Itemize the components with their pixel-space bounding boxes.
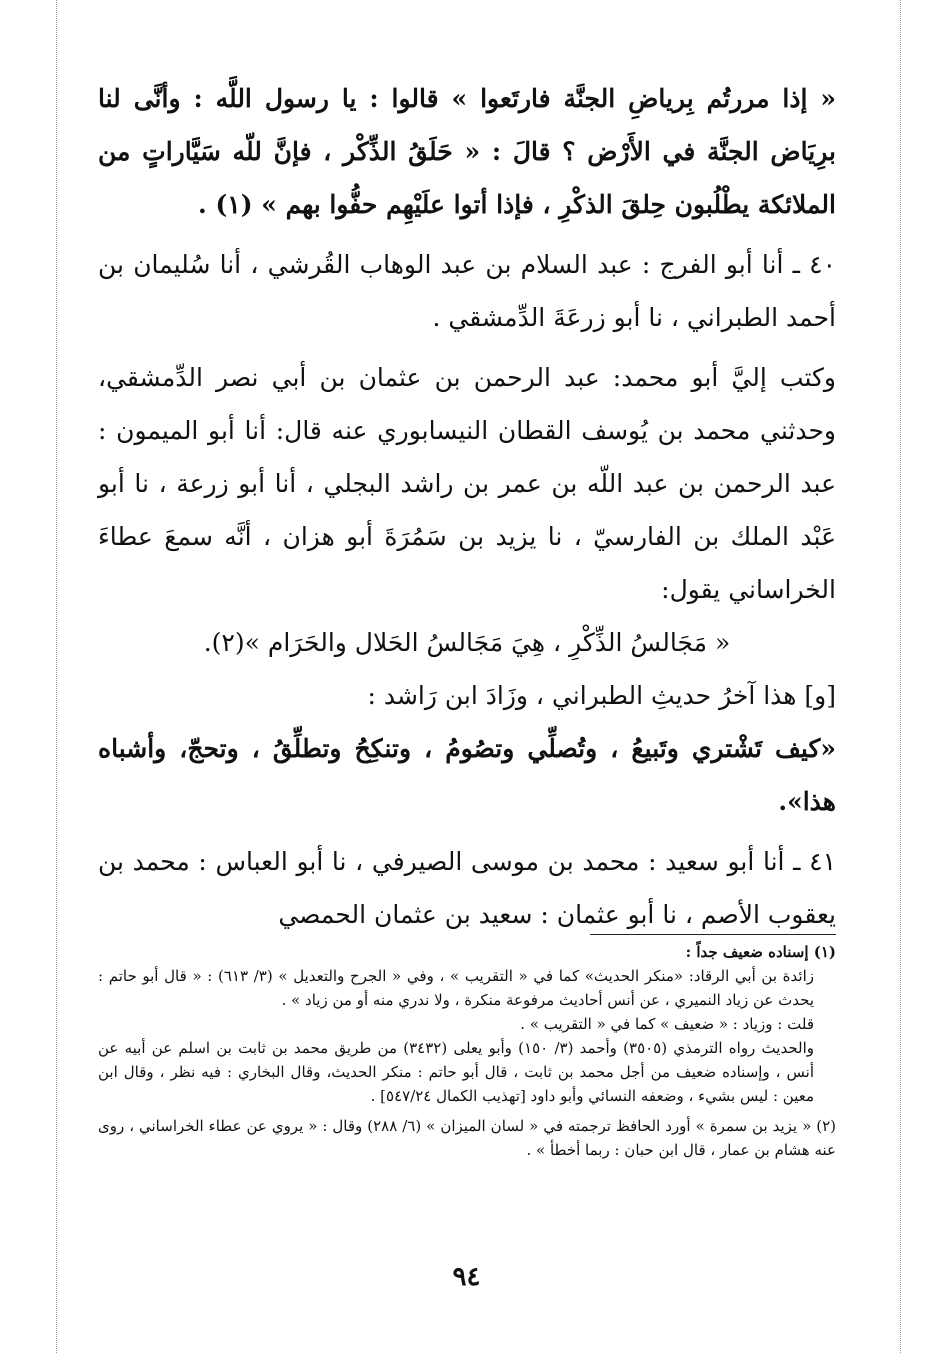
paragraph-ata-quote: «كيف تَشْتري وتَبيعُ ، وتُصلِّي وتصُومُ ، وتنكِحُ وتطلِّقُ ، وتحجّ، وأشباه هذا». xyxy=(98,734,836,816)
footnote-1-heading: (١) إسناده ضعيف جداً : xyxy=(685,943,836,961)
paragraph-isnad-continued: وكتب إليَّ أبو محمد: عبد الرحمن بن عثمان بن أبي نصر الدِّمشقي، وحدثني محمد بن يُوسف القطان النيسابوري عنه قال: أنا أبو الميمون : عبد الرحمن بن عبد اللّه بن عمر بن راشد البجلي ، أنا أبو زرعة ، نا أبو عَبْد الملك بن الفارسيّ ، نا يزيد بن سَمُرَةَ أبو هزان ، أنَّه سمعَ عطاءَ الخراساني يقول: xyxy=(98,363,836,604)
paragraph-41-isnad: ٤١ ـ أنا أبو سعيد : محمد بن موسى الصيرفي ، نا أبو العباس : محمد بن يعقوب الأصم ، نا أبو عثمان : سعيد بن عثمان الحمصي xyxy=(98,847,836,929)
left-margin-dots xyxy=(56,0,57,1353)
footnote-2: (٢) « يزيد بن سمرة » أورد الحافظ ترجمته في « لسان الميزان » (٦/ ٢٨٨) وقال : « يروي عن عطاء الخراساني ، روى عنه هشام بن عمار ، قال ابن حبان : ربما أخطأ » . xyxy=(98,1117,836,1159)
footnote-separator xyxy=(590,934,836,935)
footnote-1-line: زائدة بن أبي الرقاد: «منكر الحديث» كما في « التقريب » ، وفي « الجرح والتعديل » (٣/ ٦١٣) : « قال أبو حاتم : يحدث عن زياد النميري ، عن أنس أحاديث مرفوعة منكرة ، ولا ندري منه أو من زياد » . xyxy=(98,967,814,1009)
paragraph-hadith-quote: « إذا مررتُم بِرياضِ الجنَّة فارتَعوا » قالوا : يا رسول اللَّه : وأنَّى لنا برِيَاض الجنَّة في الأَرْض ؟ قالَ : « حَلَقُ الذِّكْر ، فإنَّ للّه سَيَّاراتٍ من الملائكة يطْلُبون حِلقَ الذكْرِ ، فإذا أتوا علَيْهِم حفُّوا بهم » (١) . xyxy=(98,84,836,219)
page-number: ٩٤ xyxy=(452,1262,481,1292)
footnote-1-line: قلت : وزياد : « ضعيف » كما في « التقريب » . xyxy=(520,1015,814,1033)
paragraph-majalis-quote: « مَجَالسُ الذِّكْرِ ، هِيَ مَجَالسُ الحَلال والحَرَام »(٢). xyxy=(203,628,731,657)
right-margin-dots xyxy=(900,0,901,1353)
footnote-1-line: والحديث رواه الترمذي (٣٥٠٥) وأحمد (٣/ ١٥٠) وأبو يعلى (٣٤٣٢) من طريق محمد بن ثابت بن اسلم عن أبيه عن أنس ، وإسناده ضعيف من أجل محمد بن ثابت ، قال أبو حاتم : منكر الحديث، وقال البخاري : فيه نظر ، وقال ابن معين : ليس بشيء ، وضعفه النسائي وأبو داود [تهذيب الكمال ٥٤٧/٢٤] . xyxy=(98,1039,814,1105)
paragraph-addition-note: [و] هذا آخرُ حديثِ الطبراني ، وزَادَ ابن رَاشد : xyxy=(367,681,836,710)
footnotes xyxy=(98,940,836,1162)
main-text xyxy=(98,72,836,941)
paragraph-40-isnad: ٤٠ ـ أنا أبو الفرج : عبد السلام بن عبد الوهاب القُرشي ، أنا سُليمان بن أحمد الطبراني ، نا أبو زرعَةَ الدِّمشقي . xyxy=(98,250,836,332)
